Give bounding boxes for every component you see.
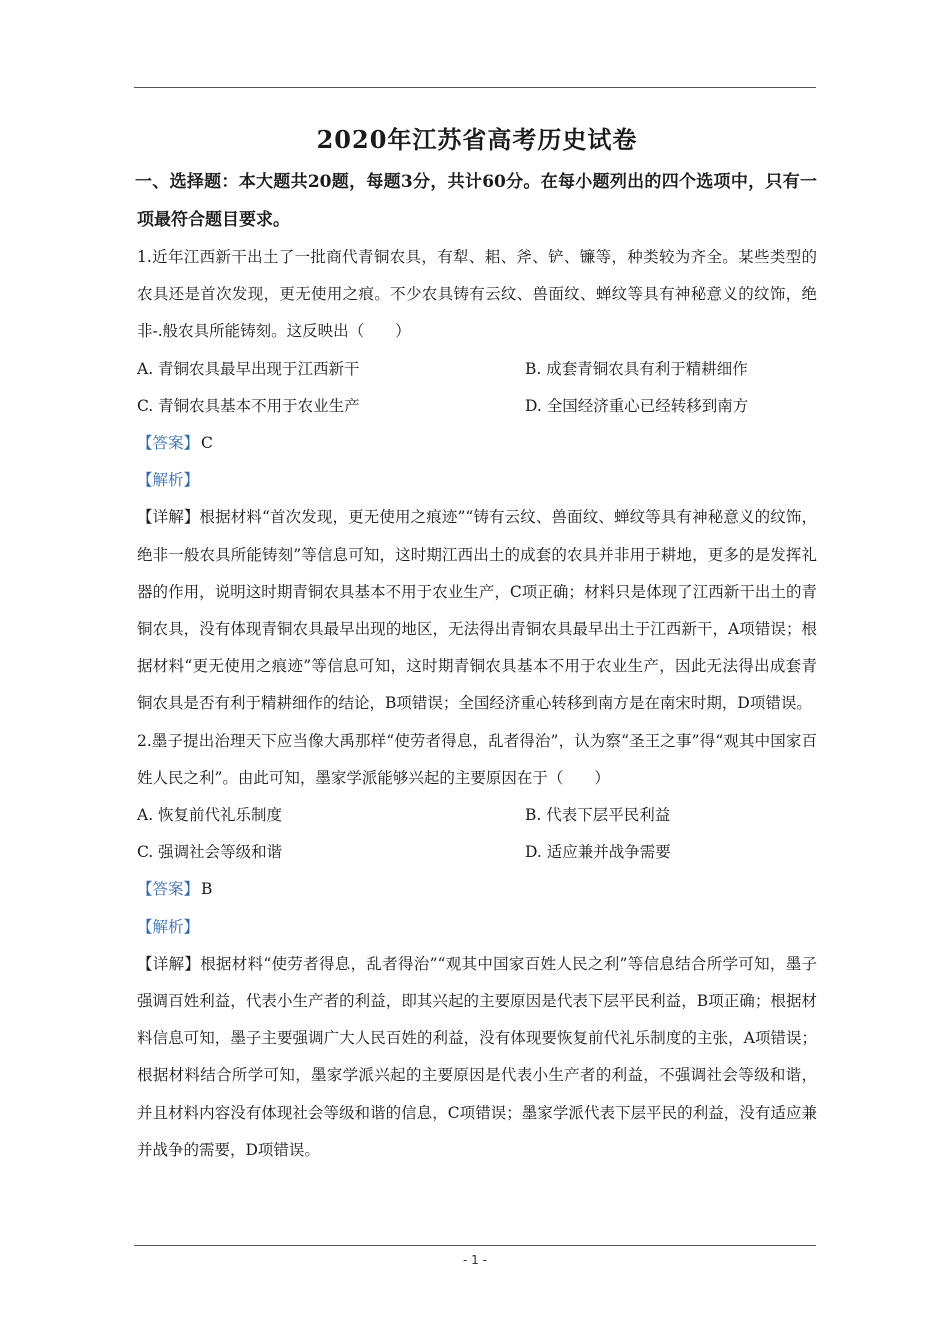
question-2	[137, 723, 817, 1169]
answer-label: 【答案】	[137, 880, 200, 899]
question-1	[137, 239, 817, 723]
answer-line	[137, 425, 817, 462]
header-rule	[134, 87, 816, 88]
detail-text: 根据材料“使劳者得息，乱者得治”“观其中国家百姓人民之利”等信息结合所学可知，墨子强调百姓利益，代表小生产者的利益，即其兴起的主要原因是代表下层平民利益，B项正确；根据材料信息可知，墨子主要强调广大人民百姓的利益，没有体现要恢复前代礼乐制度的主张，A项错误；根据材料结合所学可知，墨家学派兴起的主要原因是代表小生产者的利益，不强调社会等级和谐，并且材料内容没有体现社会等级和谐的信息，C项错误；墨家学派代表下层平民的利益，没有适应兼并战争的需要，D项错误。	[137, 954, 817, 1159]
answer-value: B	[201, 880, 213, 899]
question-stem: 1.近年江西新干出土了一批商代青铜农具，有犁、耜、斧、铲、镰等，种类较为齐全。某些类型的农具还是首次发现，更无使用之痕。不少农具铸有云纹、兽面纹、蝉纹等具有神秘意义的纹饰，绝非-.般农具所能铸刻。这反映出（ ）	[137, 248, 817, 341]
footer-rule	[134, 1245, 816, 1246]
detail-label: 【详解】	[137, 508, 200, 527]
detail-text: 根据材料“首次发现，更无使用之痕迹”“铸有云纹、兽面纹、蝉纹等具有神秘意义的纹饰，绝非一般农具所能铸刻”等信息可知，这时期江西出土的成套的农具并非用于耕地，更多的是发挥礼器的作用，说明这时期青铜农具基本不用于农业生产，C项正确；材料只是体现了江西新干出土的青铜农具，没有体现青铜农具最早出现的地区，无法得出青铜农具最早出土于江西新干，A项错误；根据材料“更无使用之痕迹”等信息可知，这时期青铜农具基本不用于农业生产，因此无法得出成套青铜农具是否有利于精耕细作的结论，B项错误；全国经济重心转移到南方是在南宋时期，D项错误。	[137, 508, 817, 713]
page-title: 2020年江苏省高考历史试卷	[316, 125, 638, 154]
option-c[interactable]: C. 强调社会等级和谐	[137, 843, 283, 862]
option-b[interactable]: B. 成套青铜农具有利于精耕细作	[525, 359, 748, 378]
analysis-label: 【解析】	[137, 471, 200, 490]
section-header: 一、选择题：本大题共20题，每题3分，共计60分。在每小题列出的四个选项中，只有一项最符合题目要求。	[135, 172, 817, 230]
option-b[interactable]: B. 代表下层平民利益	[525, 806, 671, 825]
option-a[interactable]: A. 恢复前代礼乐制度	[137, 806, 283, 825]
option-c[interactable]: C. 青铜农具基本不用于农业生产	[137, 396, 360, 415]
analysis-line	[137, 462, 817, 499]
option-d[interactable]: D. 适应兼并战争需要	[525, 843, 671, 862]
option-d[interactable]: D. 全国经济重心已经转移到南方	[525, 396, 749, 415]
page-number: - 1 -	[463, 1253, 487, 1267]
question-options	[137, 351, 817, 425]
detail-paragraph	[137, 946, 817, 1169]
question-stem: 2.墨子提出治理天下应当像大禹那样“使劳者得息，乱者得治”，认为察“圣王之事”得“观其中国家百姓人民之利”。由此可知，墨家学派能够兴起的主要原因在于（ ）	[137, 731, 817, 787]
option-a[interactable]: A. 青铜农具最早出现于江西新干	[137, 359, 360, 378]
detail-label: 【详解】	[137, 954, 201, 973]
analysis-label: 【解析】	[137, 917, 200, 936]
document-body	[137, 120, 817, 1169]
answer-label: 【答案】	[137, 434, 200, 453]
question-options	[137, 797, 817, 871]
answer-value: C	[201, 434, 213, 453]
detail-paragraph	[137, 499, 817, 722]
